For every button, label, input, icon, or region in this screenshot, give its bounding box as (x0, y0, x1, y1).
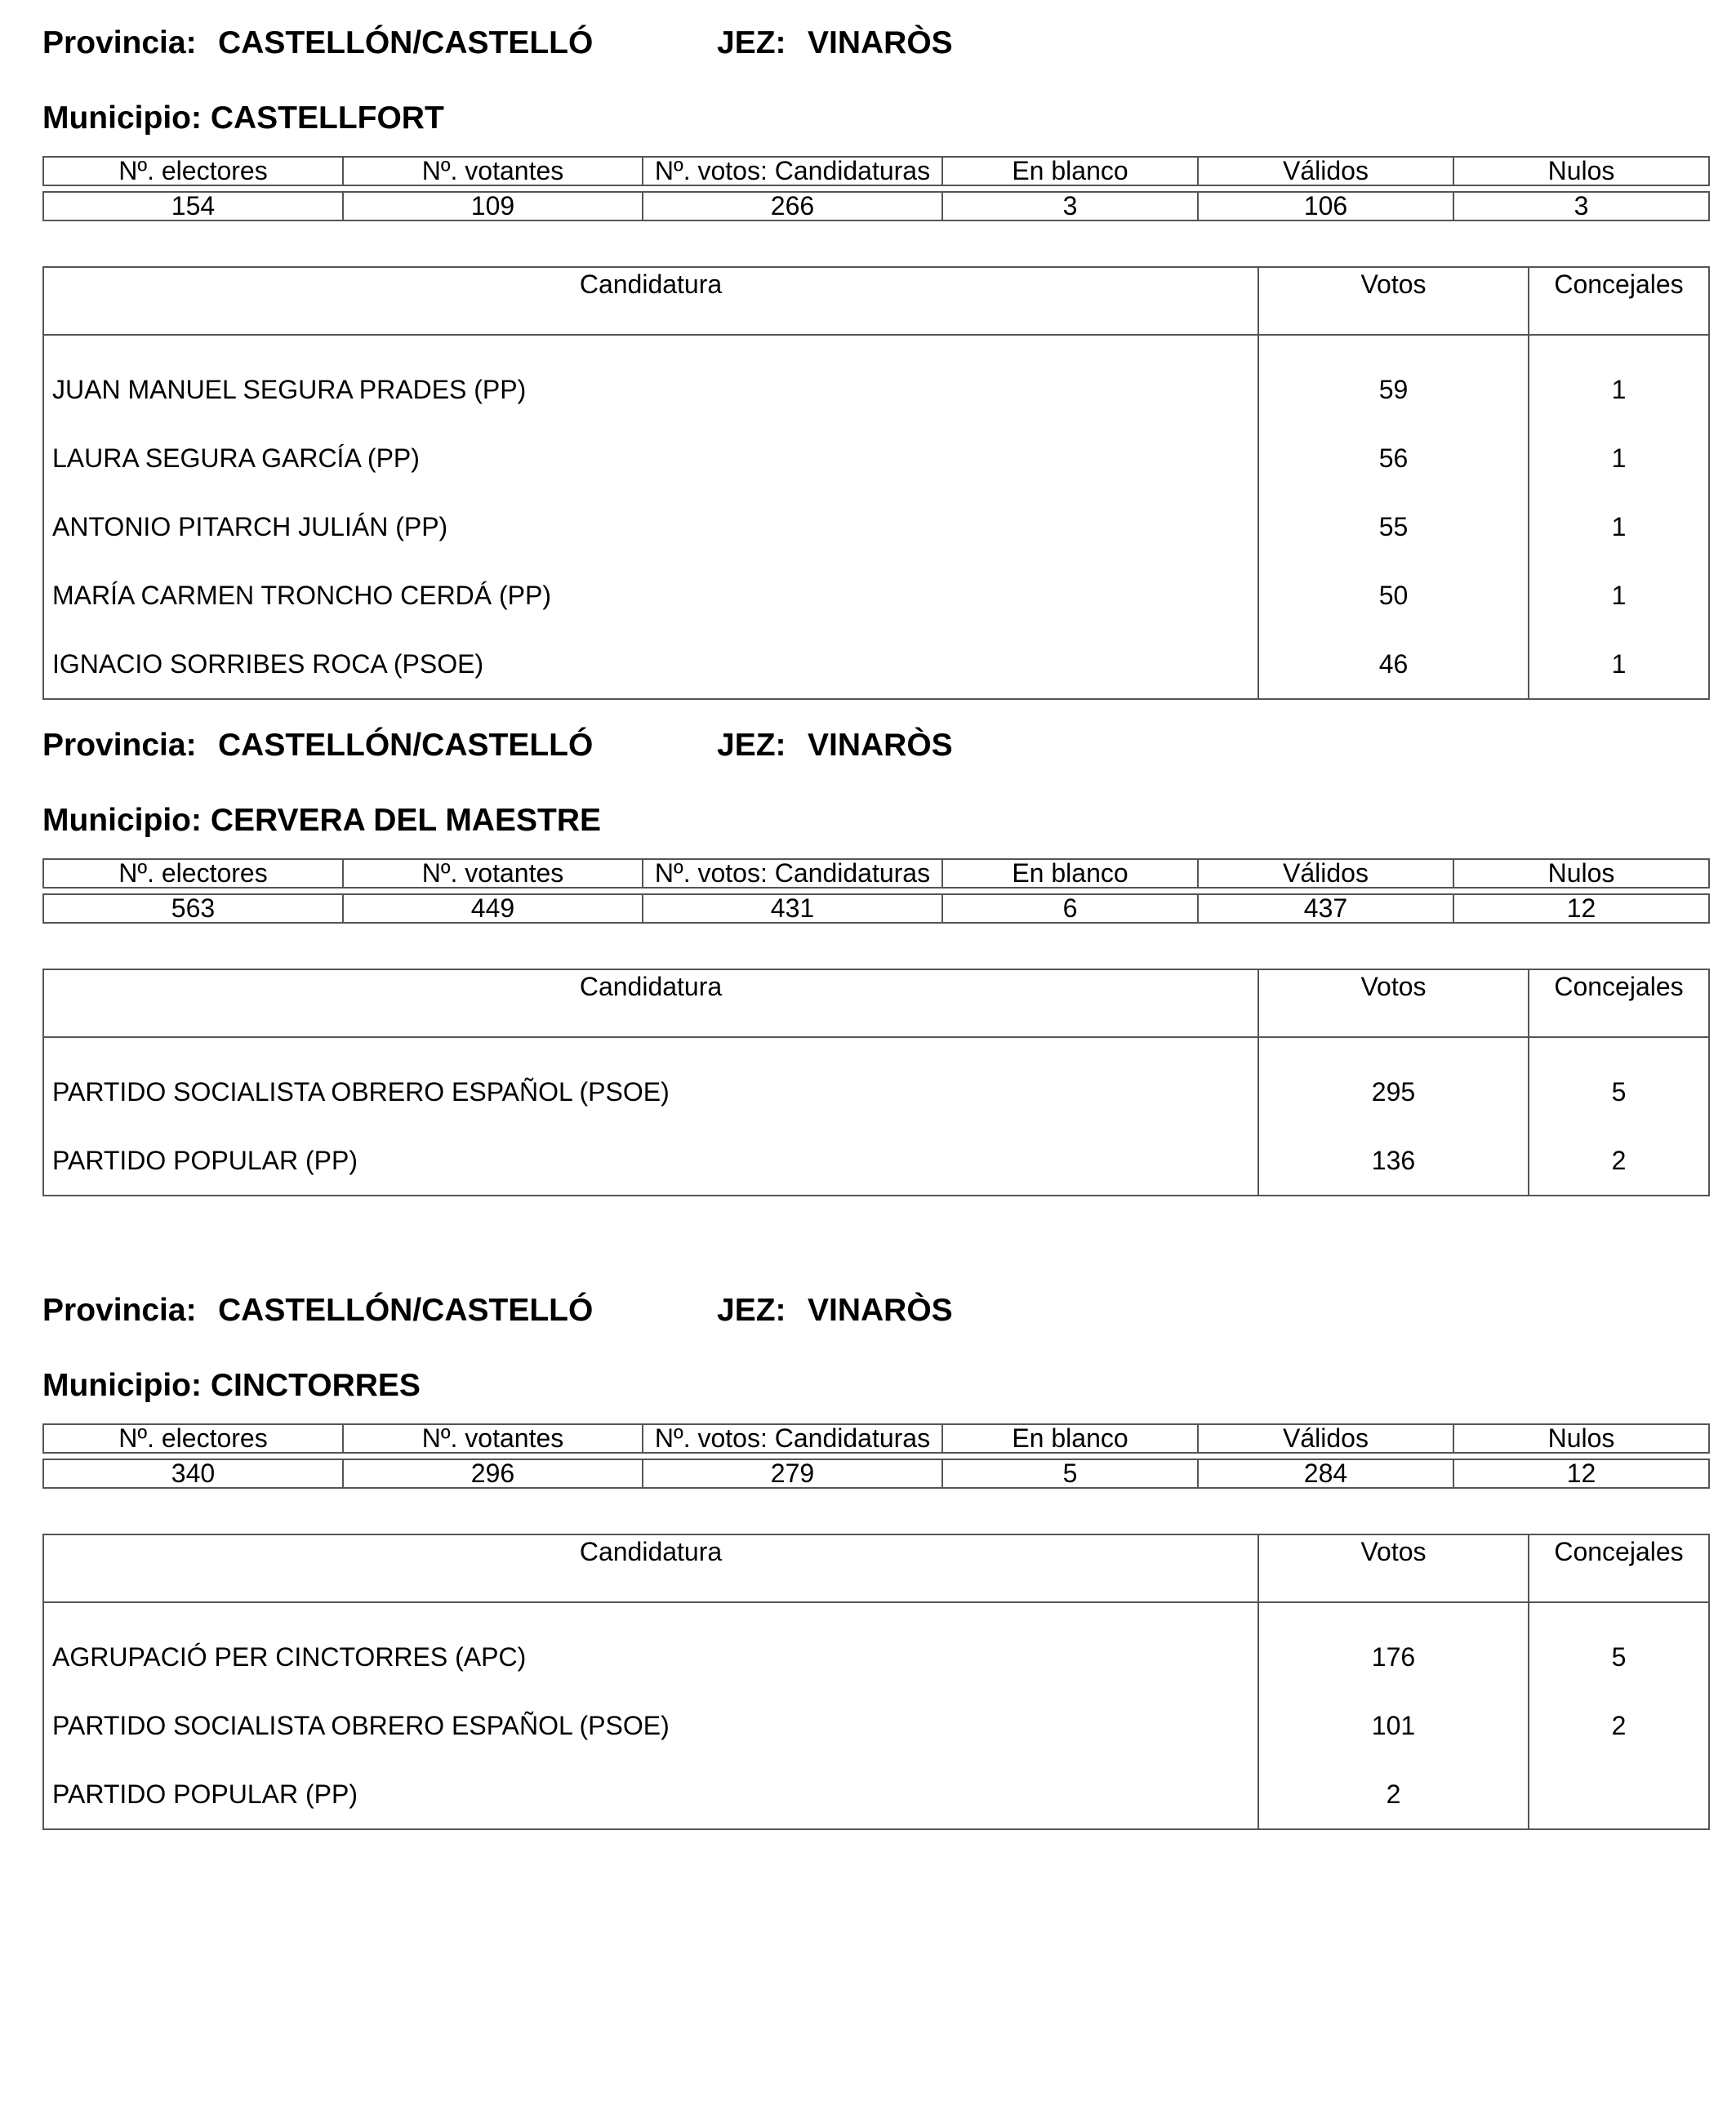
candidate-votos: 136 (1258, 1126, 1529, 1196)
candidate-votos: 55 (1258, 492, 1529, 561)
municipio-label: Municipio: (42, 1368, 202, 1403)
stats-header-nulos: Nulos (1453, 859, 1709, 888)
jez-label: JEZ: (717, 25, 786, 60)
stats-votos-candidaturas: 279 (643, 1459, 942, 1488)
jez-label: JEZ: (717, 728, 786, 763)
stats-header-nulos: Nulos (1453, 1424, 1709, 1453)
municipio-label: Municipio: (42, 803, 202, 838)
table-row (43, 1760, 1709, 1829)
table-row (43, 424, 1709, 492)
provincia-value: CASTELLÓN/CASTELLÓ (218, 25, 594, 60)
candidate-concejales (1529, 1760, 1709, 1829)
candidate-name: PARTIDO POPULAR (PP) (43, 1126, 1258, 1196)
cand-header-concejales: Concejales (1529, 267, 1709, 335)
stats-value-row (43, 894, 1709, 923)
stats-header-electores: Nº. electores (43, 1424, 343, 1453)
stats-en-blanco: 6 (942, 894, 1198, 923)
jez-label: JEZ: (717, 1293, 786, 1328)
candidate-concejales: 1 (1529, 630, 1709, 699)
cand-header-concejales: Concejales (1529, 969, 1709, 1037)
table-row (43, 492, 1709, 561)
candidates-header-row (43, 969, 1709, 1037)
municipio-value: CINCTORRES (210, 1368, 421, 1403)
table-row (43, 630, 1709, 699)
candidate-name: PARTIDO SOCIALISTA OBRERO ESPAÑOL (PSOE) (43, 1058, 1258, 1126)
candidate-votos: 295 (1258, 1058, 1529, 1126)
table-row (43, 1623, 1709, 1691)
candidates-table (42, 969, 1710, 1196)
candidates-table (42, 266, 1710, 700)
stats-table (42, 858, 1710, 924)
stats-value-row (43, 1459, 1709, 1488)
candidate-votos: 101 (1258, 1691, 1529, 1760)
stats-nulos: 3 (1453, 192, 1709, 220)
stats-validos: 437 (1198, 894, 1453, 923)
municipio-header (42, 100, 444, 137)
stats-header-row (43, 1424, 1709, 1453)
cand-header-concejales: Concejales (1529, 1534, 1709, 1602)
stats-value-row (43, 192, 1709, 220)
candidate-concejales: 2 (1529, 1126, 1709, 1196)
candidate-concejales: 1 (1529, 561, 1709, 630)
municipio-header (42, 1367, 421, 1405)
cand-header-votos: Votos (1258, 1534, 1529, 1602)
stats-header-row (43, 859, 1709, 888)
candidate-votos: 46 (1258, 630, 1529, 699)
stats-votantes: 449 (343, 894, 643, 923)
stats-header-en-blanco: En blanco (942, 157, 1198, 185)
provincia-label: Provincia: (42, 728, 197, 763)
candidate-votos: 176 (1258, 1623, 1529, 1691)
table-row (43, 561, 1709, 630)
candidate-name: ANTONIO PITARCH JULIÁN (PP) (43, 492, 1258, 561)
stats-validos: 106 (1198, 192, 1453, 220)
stats-header-electores: Nº. electores (43, 157, 343, 185)
candidate-concejales: 1 (1529, 424, 1709, 492)
table-row (43, 1058, 1709, 1126)
jez-value: VINARÒS (808, 1293, 953, 1328)
candidate-concejales: 2 (1529, 1691, 1709, 1760)
candidate-votos: 56 (1258, 424, 1529, 492)
stats-electores: 563 (43, 894, 343, 923)
table-row (43, 1691, 1709, 1760)
stats-en-blanco: 5 (942, 1459, 1198, 1488)
candidates-header-row (43, 267, 1709, 335)
stats-header-en-blanco: En blanco (942, 859, 1198, 888)
cand-header-candidatura: Candidatura (43, 267, 1258, 335)
provincia-value: CASTELLÓN/CASTELLÓ (218, 1293, 594, 1328)
stats-en-blanco: 3 (942, 192, 1198, 220)
candidate-name: JUAN MANUEL SEGURA PRADES (PP) (43, 355, 1258, 424)
stats-header-electores: Nº. electores (43, 859, 343, 888)
stats-header-votos-candidaturas: Nº. votos: Candidaturas (643, 157, 942, 185)
candidate-votos: 59 (1258, 355, 1529, 424)
candidate-concejales: 1 (1529, 355, 1709, 424)
candidate-name: IGNACIO SORRIBES ROCA (PSOE) (43, 630, 1258, 699)
jez-value: VINARÒS (808, 728, 953, 763)
stats-header-validos: Válidos (1198, 1424, 1453, 1453)
stats-validos: 284 (1198, 1459, 1453, 1488)
stats-header-votantes: Nº. votantes (343, 1424, 643, 1453)
municipio-header (42, 802, 601, 840)
stats-header-votantes: Nº. votantes (343, 157, 643, 185)
stats-votos-candidaturas: 431 (643, 894, 942, 923)
stats-votos-candidaturas: 266 (643, 192, 942, 220)
cand-header-candidatura: Candidatura (43, 1534, 1258, 1602)
candidate-name: MARÍA CARMEN TRONCHO CERDÁ (PP) (43, 561, 1258, 630)
stats-header-validos: Válidos (1198, 157, 1453, 185)
candidate-name: PARTIDO POPULAR (PP) (43, 1760, 1258, 1829)
cand-header-votos: Votos (1258, 267, 1529, 335)
cand-header-candidatura: Candidatura (43, 969, 1258, 1037)
stats-header-votos-candidaturas: Nº. votos: Candidaturas (643, 859, 942, 888)
stats-votantes: 109 (343, 192, 643, 220)
candidate-name: AGRUPACIÓ PER CINCTORRES (APC) (43, 1623, 1258, 1691)
candidates-header-row (43, 1534, 1709, 1602)
table-row (43, 1126, 1709, 1196)
stats-header-votantes: Nº. votantes (343, 859, 643, 888)
stats-header-votos-candidaturas: Nº. votos: Candidaturas (643, 1424, 942, 1453)
stats-header-row (43, 157, 1709, 185)
candidate-concejales: 5 (1529, 1623, 1709, 1691)
provincia-label: Provincia: (42, 25, 197, 60)
stats-table (42, 1423, 1710, 1489)
provincia-label: Provincia: (42, 1293, 197, 1328)
candidate-name: LAURA SEGURA GARCÍA (PP) (43, 424, 1258, 492)
stats-nulos: 12 (1453, 1459, 1709, 1488)
municipio-value: CASTELLFORT (210, 100, 444, 136)
stats-header-nulos: Nulos (1453, 157, 1709, 185)
candidate-concejales: 1 (1529, 492, 1709, 561)
municipio-label: Municipio: (42, 100, 202, 136)
candidates-table (42, 1534, 1710, 1830)
candidate-votos: 2 (1258, 1760, 1529, 1829)
cand-header-votos: Votos (1258, 969, 1529, 1037)
stats-header-en-blanco: En blanco (942, 1424, 1198, 1453)
candidate-name: PARTIDO SOCIALISTA OBRERO ESPAÑOL (PSOE) (43, 1691, 1258, 1760)
stats-table (42, 156, 1710, 221)
stats-votantes: 296 (343, 1459, 643, 1488)
provincia-value: CASTELLÓN/CASTELLÓ (218, 728, 594, 763)
municipio-value: CERVERA DEL MAESTRE (210, 803, 602, 838)
stats-header-validos: Válidos (1198, 859, 1453, 888)
table-row (43, 355, 1709, 424)
stats-nulos: 12 (1453, 894, 1709, 923)
candidate-concejales: 5 (1529, 1058, 1709, 1126)
stats-electores: 154 (43, 192, 343, 220)
jez-value: VINARÒS (808, 25, 953, 60)
stats-electores: 340 (43, 1459, 343, 1488)
candidate-votos: 50 (1258, 561, 1529, 630)
